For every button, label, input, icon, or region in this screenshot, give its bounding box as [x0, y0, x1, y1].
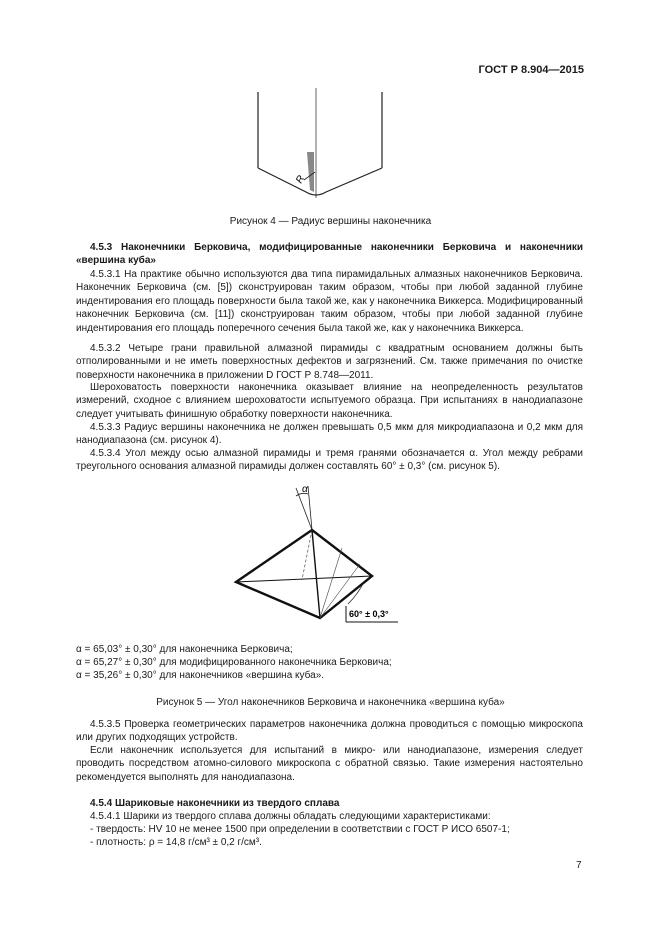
page-number: 7	[576, 860, 582, 871]
list-item-hardness: - твердость: HV 10 не менее 1500 при определении в соответствии с ГОСТ Р ИСО 6507-1;	[90, 824, 510, 835]
figure-4-caption: Рисунок 4 — Радиус вершины наконечника	[229, 216, 432, 227]
base-edge	[236, 576, 372, 582]
paragraph-afm: Если наконечник используется для испытаний в микро- или нанодиапазоне, измерения следует проводить посредством атомно-силового микроскопа с обратной связью. Такие измерения настоятельно рекомендуется выполнять для нанодиапазона.	[76, 745, 583, 783]
alpha-value-modified: α = 65,27° ± 0,30° для модифицированного наконечника Берковича;	[76, 657, 392, 668]
construction-line-1	[320, 548, 342, 618]
paragraph-4-5-3-1: 4.5.3.1 На практике обычно используются два типа пирамидальных алмазных наконечников Берковича. Наконечник Берковича (см. [5]) сконструирован таким образом, чтобы при любой заданной глубине индентирования его площадь поверхности была такой же, как у наконечника Виккерса. Модифицированный наконечник Берковича (см. [11]) сконструирован таким образом, чтобы при любой заданной глубине индентирования его площадь поперечного сечения была такой же, как у наконечника Виккерса.	[76, 269, 583, 334]
section-4-5-4-title: 4.5.4 Шариковые наконечники из твердого сплава	[90, 798, 340, 809]
section-4-5-3-title: 4.5.3 Наконечники Берковича, модифицированные наконечники Берковича и наконечники «вершина куба»	[76, 242, 583, 267]
pyramid-outline	[236, 530, 372, 618]
radius-label: R	[294, 173, 308, 186]
alpha-value-cube-corner: α = 35,26° ± 0,30° для наконечников «вершина куба».	[76, 670, 325, 681]
paragraph-4-5-3-4: 4.5.3.4 Угол между осью алмазной пирамиды и тремя гранями обозначается α. Угол между ребрами треугольного основания алмазной пирамиды должен составлять 60° ± 0,3° (см. рисунок 5).	[76, 448, 583, 473]
alpha-line-2	[308, 486, 312, 530]
alpha-value-berkovich: α = 65,03° ± 0,30° для наконечника Берковича;	[76, 644, 293, 655]
alpha-label: α	[302, 484, 308, 495]
paragraph-roughness: Шероховатость поверхности наконечника оказывает влияние на неопределенность результатов измерений, сходное с влиянием шероховатости испытуемого образца. При испытаниях в нанодиапазоне следует учитывать финишную обработку поверхности наконечника.	[76, 382, 583, 420]
paragraph-4-5-3-3: 4.5.3.3 Радиус вершины наконечника не должен превышать 0,5 мкм для микродиапазона и 0,2 мкм для нанодиапазона (см. рисунок 4).	[76, 422, 583, 447]
axis-line	[302, 530, 312, 580]
document-header: ГОСТ Р 8.904—2015	[478, 64, 584, 76]
figure-5-caption: Рисунок 5 — Угол наконечников Берковича и наконечника «вершина куба»	[156, 697, 505, 708]
paragraph-4-5-3-5: 4.5.3.5 Проверка геометрических параметров наконечника должна проводиться с помощью микроскопа или других подходящих устройств.	[76, 719, 583, 744]
angle-label: 60° ± 0,3°	[349, 609, 389, 619]
radius-hatch	[307, 152, 314, 192]
tip-profile	[258, 168, 382, 195]
paragraph-4-5-4-1: 4.5.4.1 Шарики из твердого сплава должны обладать следующими характеристиками:	[90, 811, 491, 822]
list-item-density: - плотность: ρ = 14,8 г/см³ ± 0,2 г/см³.	[90, 837, 262, 848]
pyramid-front-edge	[312, 530, 320, 618]
figure-5-berkovich-pyramid	[230, 478, 400, 628]
paragraph-4-5-3-2: 4.5.3.2 Четыре грани правильной алмазной пирамиды с квадратным основанием должны быть отполированными и не иметь поверхностных дефектов и загрязнений. См. также примечания по очистке поверхности наконечника в приложении D ГОСТ Р 8.748—2011.	[76, 343, 583, 381]
figure-4-tip-radius	[230, 88, 430, 208]
